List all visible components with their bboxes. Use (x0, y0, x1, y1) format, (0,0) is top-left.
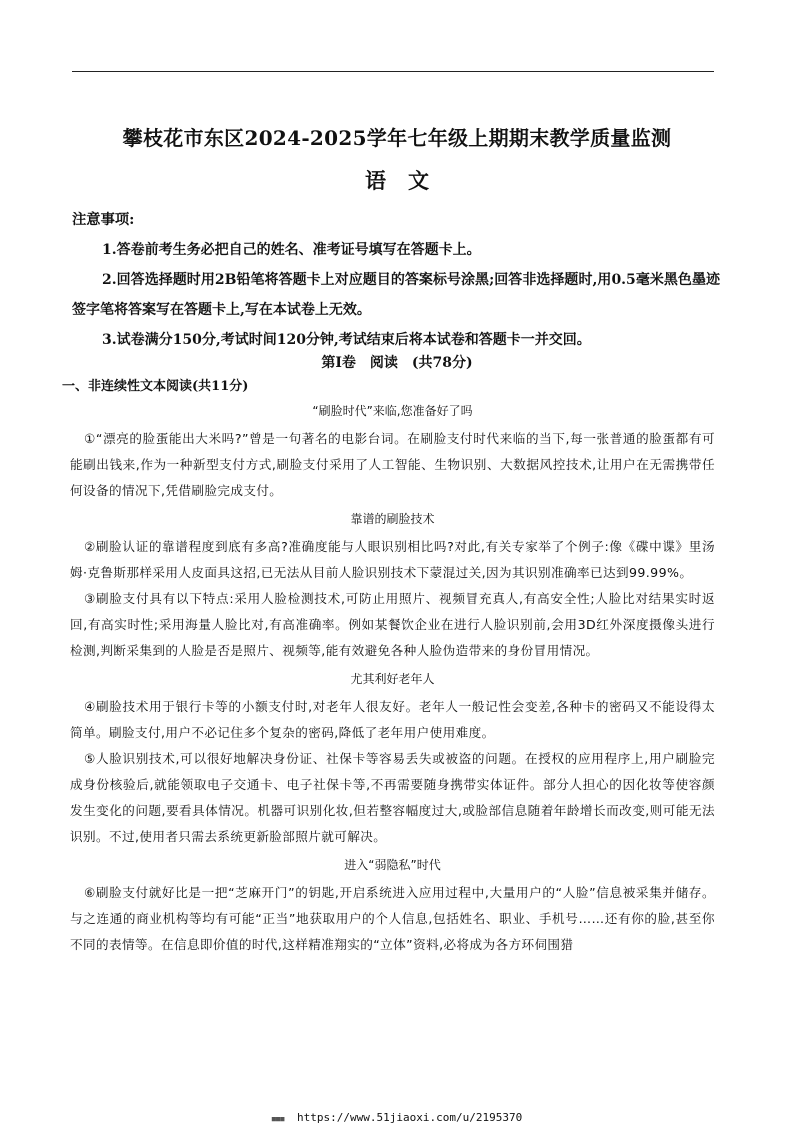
paragraph-2: ②刷脸认证的靠谱程度到底有多高?准确度能与人眼识别相比吗?对此,有关专家举了个例子:像《碟中谍》里汤姆·克鲁斯那样采用人皮面具这招,已无法从目前人脸识别技术下蒙混过关,因为其识别准确率已达到99.99%。 (70, 539, 715, 580)
section-heading: 一、非连续性文本阅读(共11分) (62, 379, 249, 394)
paragraph-5: ⑤人脸识别技术,可以很好地解决身份证、社保卡等容易丢失或被盗的问题。在授权的应用程序上,用户刷脸完成身份核验后,就能领取电子交通卡、电子社保卡等,不再需要随身携带实体证件。部分人担心的因化妆等使容颜发生变化的问题,要看具体情况。机器可识别化妆,但若整容幅度过大,或脸部信息随着年龄增长而改变,则可能无法识别。不过,使用者只需去系统更新脸部照片就可解决。 (70, 751, 715, 844)
note-item-1: 1.答卷前考生务必把自己的姓名、准考证号填写在答题卡上。 (102, 242, 481, 258)
article (70, 396, 715, 958)
paragraph-4: ④刷脸技术用于银行卡等的小额支付时,对老年人很友好。老年人一般记性会变差,各种卡的密码又不能设得太简单。刷脸支付,用户不必记住多个复杂的密码,降低了老年用户使用难度。 (70, 699, 715, 740)
notes-heading: 注意事项: (72, 212, 135, 228)
footer-url[interactable]: https://www.51jiaoxi.com/u/2195370 (297, 1111, 523, 1124)
footer (0, 1111, 794, 1124)
part-heading: 第Ⅰ卷 阅读 (共78分) (321, 355, 473, 371)
note-item-3: 3.试卷满分150分,考试时间120分钟,考试结束后将本试卷和答题卡一并交回。 (102, 332, 591, 348)
subject-title: 语文 (365, 168, 451, 193)
paragraph-3: ③刷脸支付具有以下特点:采用人脸检测技术,可防止用照片、视频冒充真人,有高安全性;人脸比对结果实时返回,有高实时性;采用海量人脸比对,有高准确率。例如某餐饮企业在进行人脸识别前,会用3D红外深度摄像头进行检测,判断采集到的人脸是否是照片、视频等,能有效避免各种人脸伪造带来的身份冒用情况。 (70, 591, 715, 658)
subheading-3: 进入“弱隐私”时代 (344, 858, 441, 872)
article-title: “刷脸时代”来临,您准备好了吗 (312, 404, 473, 418)
paragraph-6: ⑥刷脸支付就好比是一把“芝麻开门”的钥匙,开启系统进入应用过程中,大量用户的“人脸”信息被采集并储存。与之连通的商业机构等均有可能“正当”地获取用户的个人信息,包括姓名、职业、手机号……还有你的脸,甚至你不同的表情等。在信息即价值的时代,这样精准翔实的“立体”资料,必将成为各方环伺围猎 (70, 885, 715, 952)
paragraph-1: ①“漂亮的脸蛋能出大米吗?”曾是一句著名的电影台词。在刷脸支付时代来临的当下,每一张普通的脸蛋都有可能刷出钱来,作为一种新型支付方式,刷脸支付采用了人工智能、生物识别、大数据风控技术,让用户在无需携带任何设备的情况下,凭借刷脸完成支付。 (70, 431, 715, 498)
subheading-2: 尤其利好老年人 (350, 672, 435, 686)
site-logo: ■■■ (271, 1115, 285, 1123)
note-item-2: 2.回答选择题时用2B铅笔将答题卡上对应题目的答案标号涂黑;回答非选择题时,用0.5毫米黑色墨迹签字笔将答案写在答题卡上,写在本试卷上无效。 (72, 272, 720, 318)
notes-block (72, 205, 720, 355)
top-rule (72, 71, 714, 72)
subheading-1: 靠谱的刷脸技术 (350, 512, 435, 526)
exam-title: 攀枝花市东区2024-2025学年七年级上期期末教学质量监测 (122, 126, 672, 150)
